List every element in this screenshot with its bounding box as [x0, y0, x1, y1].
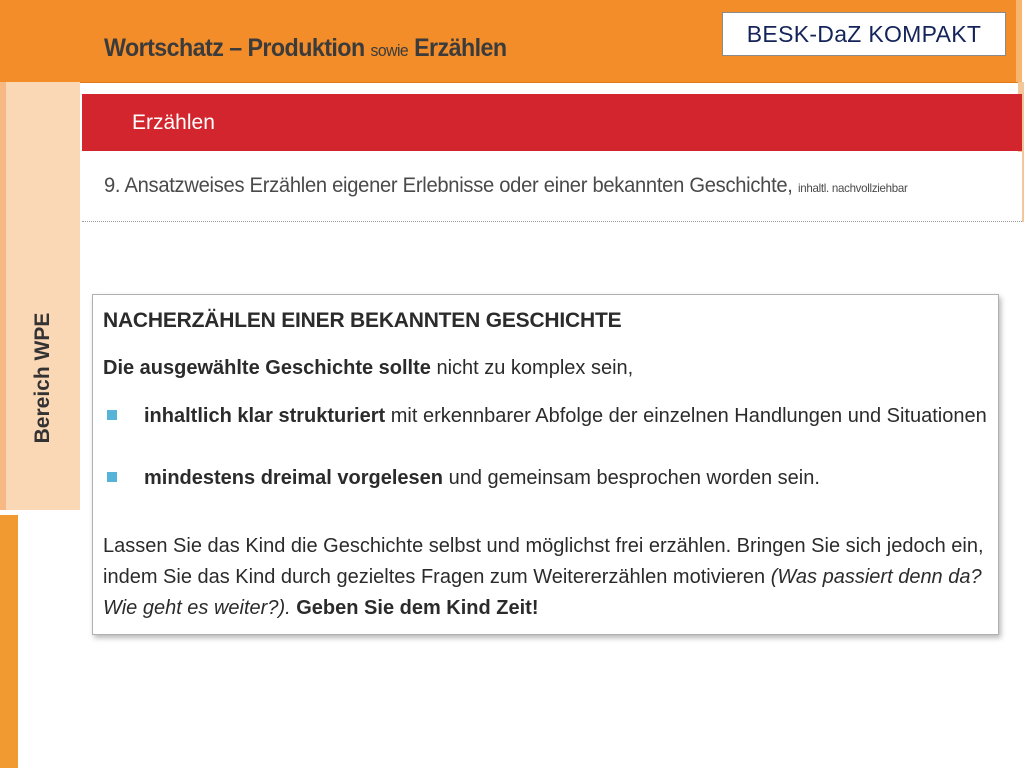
intro-rest: nicht zu komplex sein,	[436, 357, 634, 379]
para-text: Lassen Sie das Kind die Geschichte selbst und möglichst frei erzählen. Bringen Sie sich jedoch ein, indem Sie das Kind durch gezieltes Fragen zum Weitererzählen motivieren	[103, 535, 984, 588]
bullet-marker	[107, 472, 117, 482]
para-bold: Geben Sie dem Kind Zeit!	[296, 597, 539, 619]
sidebar-panel	[0, 82, 80, 510]
title-part-1: Wortschatz – Produktion	[104, 34, 365, 62]
sidebar-label: Bereich WPE	[31, 312, 54, 444]
content-panel	[92, 294, 999, 635]
bullet-rest: mit erkennbarer Abfolge der einzelnen Handlungen und Situationen	[390, 405, 987, 427]
bullet-item	[144, 401, 994, 431]
sidebar-stripe	[0, 515, 18, 768]
panel-title: NACHERZÄHLEN EINER BEKANNTEN GESCHICHTE	[103, 309, 622, 332]
item-main-text: 9. Ansatzweises Erzählen eigener Erlebnisse oder einer bekannten Geschichte,	[104, 174, 793, 197]
panel-paragraph	[103, 531, 993, 624]
bullet-bold: mindestens dreimal vorgelesen	[144, 467, 444, 489]
bullet-marker	[107, 410, 117, 420]
bullet-bold: inhaltlich klar strukturiert	[144, 405, 386, 427]
para-italic: (Was passiert denn da? Wie geht es weiter?).	[103, 566, 982, 619]
title-part-3: Erzählen	[414, 34, 507, 62]
panel-intro	[103, 357, 633, 380]
page-title	[104, 34, 507, 63]
brand-box	[722, 12, 1006, 56]
item-text	[104, 174, 908, 198]
bullet-rest: und gemeinsam besprochen worden sein.	[448, 467, 820, 489]
section-bar	[82, 94, 1022, 151]
item-line	[82, 152, 1022, 222]
item-note: inhaltl. nachvollziehbar	[797, 181, 908, 195]
bullet-item	[144, 463, 994, 493]
section-title: Erzählen	[132, 111, 215, 134]
brand-label: BESK-DaZ KOMPAKT	[746, 21, 982, 47]
intro-bold: Die ausgewählte Geschichte sollte	[103, 357, 431, 379]
header-band	[0, 0, 1022, 83]
title-part-2: sowie	[370, 41, 409, 60]
